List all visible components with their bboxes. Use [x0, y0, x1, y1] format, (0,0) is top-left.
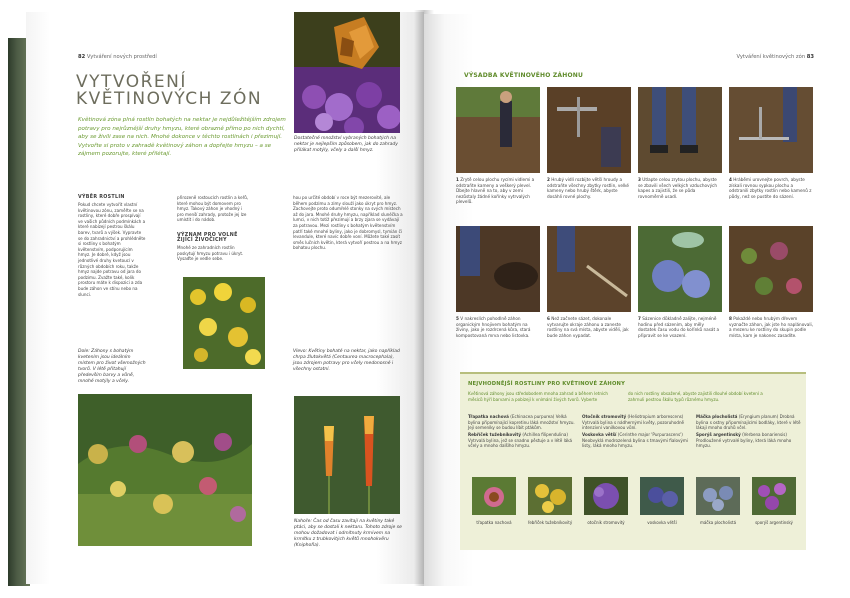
column-2-text: přirozeně rostoucích rostlin a keřů, které mohou být domovem pro hmyz. Takový záhon je vhodný i pro menší zahrady, protože jej lze umístit i do nádob.	[177, 195, 249, 223]
plant-thumbnail-label: máčka plocholistá	[699, 520, 737, 525]
best-plants-intro-b: do nich rostliny obsažené, abyste zajistili dlouhé období kvetení a zahrnuli pestrou škálu typů různému hmyzu.	[628, 391, 763, 402]
step-photo	[638, 87, 722, 173]
step-photo	[547, 226, 631, 312]
text-column-3	[293, 195, 403, 251]
hot-poker-caption: Vlevo: Květiny bohaté na nektar, jako například chrpa žlutokvětá (Centaurea macrocephala), jsou zdrojem potravy pro včely medonosné i všechny ostatní.	[293, 349, 400, 372]
choose-plants-heading: VÝBĚR ROSTLIN	[78, 195, 125, 200]
flower-photo-caption: Dostatečné množství vybraných bohatých na nektar je nejlepším způsobem, jak do zahrady přilákat motýly, včely a další hmyz.	[294, 136, 398, 153]
hot-poker-caption-2: Nahoře: Čas od času zavítají na květiny také ptáci, aby se dostali k nektaru. Tohoto zdroje se mohou dožadovat i odmítnuty krmivem na krmítku z trubkovitých květů mnohokvěru (Kniphofia).	[294, 519, 402, 548]
step-card	[729, 226, 813, 338]
step-text: 5 V nakreslích pohodlně záhon organickým hnojivem bohatým na živiny, jako je rozdrcená kůra, stará kompostovaná mrva nebo listovka.	[456, 316, 531, 338]
photo-flower-border	[78, 394, 252, 546]
plant-entry: Rebříček tužebníkovitý (Achillea filipendulina) Vytrvalá bylina, jež se snadno pěstuje a v létě láká včely a mnoho dalšího hmyzu.	[468, 432, 573, 448]
photo-yellow-flowers	[183, 277, 265, 369]
step-card	[547, 226, 631, 338]
plants-column-2	[582, 414, 690, 450]
left-page	[26, 12, 424, 584]
plant-entry: Sporýš argentinský (Verbena bonariensis) Prodloužené vytrvalé byliny, která láká mnoho hmyzu.	[696, 432, 792, 448]
plant-thumbnail	[528, 477, 572, 515]
plants-column-3	[696, 414, 804, 450]
choose-plants-text: Pokud chcete vytvořit vlastní květinovou zónu, zaměřte se na rostliny, které dobře prospívají ve vašich půdních podmínkách a které nabízejí pestrou škálu barev, tvarů a výšek. Vypravte se do zahradnictví a prohlédněte si rostliny s bohatým květenstvím, podporujícím hmyz. Je dobré, když jsou jednotlivé druhy kvetoucí v různých obdobích roku, takže hmyz najde potravu od jara do podzimu. Zvažte také, kolik prostoru máte k dispozici a zda bude záhon ve stínu nebo na slunci.	[78, 202, 146, 297]
step-card	[638, 226, 722, 338]
step-card	[638, 87, 722, 199]
plant-entry: Máčka plocholistá (Eryngium planum) Drobná bylina s ostny připomínajícími bodláky, které v létě lákají mnoho druhů včel.	[696, 414, 801, 430]
plant-thumbnail-label: sporýš argentinský	[755, 520, 793, 525]
plant-entry: Otočník stromovitý (Heliotropium arborescens) Vytrvalá bylina s nádhernými květy, pozoruhodně intenzivní vanilkovou vůní.	[582, 414, 685, 430]
right-running-head	[736, 54, 814, 60]
title-line-1: VYTVOŘENÍ	[76, 72, 187, 92]
step-photo	[547, 87, 631, 173]
plant-thumbnail	[640, 477, 684, 515]
photo-butterfly-flowers	[294, 12, 400, 133]
right-page-number: 83	[806, 54, 814, 60]
right-running-head-text: Vytváření květinových zón	[736, 54, 806, 60]
step-text: 2 Hrubý vidlí rozbijte větší hroudy a odstraňte všechny zbytky rostlin, velké kameny nebo hrubý štěrk, abyste dosáhli rovné plochy.	[547, 177, 629, 199]
left-running-head-text: Vytváření nových prostředí	[86, 54, 157, 60]
planting-section-title: VÝSADBA KVĚTINOVÉHO ZÁHONU	[464, 72, 584, 79]
plant-thumbnail-label: řebříček tužebníkovitý	[527, 520, 573, 525]
step-photo	[729, 226, 813, 312]
plant-thumbnail-label: otočník stromovitý	[587, 520, 625, 525]
step-text: 3 Utlapte celou zrytou plochu, abyste se zbavili všech velkých vzduchových kapes a zajistili, že se půda rovnoměrně usadí.	[638, 177, 718, 199]
step-text: 6 Než začnete sázet, dokonale vytvarujte okraje záhonu a zaneste rostliny na svá místa, abyste viděli, jak bude záhon vypadat.	[547, 316, 629, 338]
page-title	[76, 74, 286, 108]
text-column-1	[78, 195, 146, 297]
title-line-2: KVĚTINOVÝCH ZÓN	[76, 89, 263, 109]
step-photo	[456, 87, 540, 173]
plant-thumbnail-label: třapatka nachová	[476, 520, 512, 525]
left-running-head	[78, 54, 157, 60]
best-plants-box	[460, 372, 806, 550]
best-plants-title: NEJVHODNĚJŠÍ ROSTLINY PRO KVĚTINOVÉ ZÁHONY	[468, 381, 626, 387]
step-text: 4 Hráběmi urovnejte povrch, abyste získali rovnou sypkou plochu a odstranili zbytky rostlin nebo kamenů z půdy, než se pustíte do sázení.	[729, 177, 812, 199]
plant-thumbnail-label: voskovka větší	[647, 520, 677, 525]
step-card	[456, 226, 540, 338]
step-photo	[456, 226, 540, 312]
step-photo	[638, 226, 722, 312]
plants-column-1	[468, 414, 576, 450]
step-text: 8 Pokaždé nebo hrubým dřevem vyznačte záhon, jak jste ho naplánovali, a mezeru ke rostliny do skupin podle místa, kam je nakonec zasadíte.	[729, 316, 813, 338]
text-column-2	[177, 195, 249, 262]
plant-thumbnail	[584, 477, 628, 515]
column-3-text: hou po určité období v roce být mezerovité, ale během podzimu a zimy slouží jako úkryt pro hmyz. Zachovejte proto odumřelé stonky na svých místech až do jara. Mnohé druhy hmyzu, například slunéčka a lumci, v nich totiž přezimují a brzy zjara se vydávají za potravou. Mezi rostliny s bohatým květenstvím patří také mnohé byliny, jako je dobromysl, tymián či levandule, které navíc dobře voní. Můžete také zasít směs lučních květin, která vytvoří pestrou a na hmyz bohatou plochu.	[293, 195, 403, 251]
right-page	[424, 14, 838, 586]
step-text: 1 Zrytě celou plochu rycími vidlemi a odstraňte kameny a veškerý plevel. Dbejte hlavně na to, aby v zemi nezůstaly žádné kořínky vytrvalých plevelů.	[456, 177, 535, 205]
best-plants-intro-a: Květinová záhony jsou středobodem mnoha zahrad a během letních měsíců hýří barvami a pobízejí k vnímání živých tvorů. Vyberte	[468, 391, 608, 402]
wildlife-heading: VÝZNAM PRO VOLNĚ ŽIJÍCÍ ŽIVOČICHY	[177, 232, 238, 243]
plant-thumbnail	[752, 477, 796, 515]
wildlife-text: Mnohé ze zahradních rostlin poskytují hmyzu potravu i úkryt. Vysaďte je vedle sebe.	[177, 244, 244, 262]
garden-photo-caption: Dole: Záhony s bohatým kvetením jsou ideálním místem pro život všemožných tvorů. V létě přitahují především barvy a vůně, mnohé motýly a včely.	[78, 349, 146, 384]
step-card	[729, 87, 813, 199]
plant-thumbnail	[696, 477, 740, 515]
intro-paragraph: Květinová zóna plná rostlin bohatých na nektar je nejdůležitějším zdrojem potravy pro nejrůznější druhy hmyzu, které obrazně přímo po nich dychtí, aby se živili zase na nich. Mnohé dokonce v těchto rostlinách i přezimují. Vytvořte si proto v zahradě květinový záhon a dopřejte hmyzu – a se zájmem pozorujte, které přilétají.	[78, 117, 286, 158]
step-text: 7 Sázenice důkladně zalijte, nejméně hodinu před sázením, aby měly dostatek času vodu do kořínků nasát a připravit se ke vsazení.	[638, 316, 720, 338]
left-page-number: 82	[78, 54, 86, 60]
photo-red-hot-poker	[294, 396, 400, 514]
plant-entry: Třapatka nachová (Echinacea purpurea) Velká bylina připomínající kopretinu láká množství hmyzu. Její semeníky se budou líbit ptákům.	[468, 414, 575, 430]
step-card	[456, 87, 540, 205]
step-photo	[729, 87, 813, 173]
step-card	[547, 87, 631, 199]
plant-thumbnail	[472, 477, 516, 515]
plant-entry: Voskovka větší (Cerinthe major 'Purpurascens') Neobvyklá modrozelená bylina s tmavými fialovými listy, láká mnoho hmyzu.	[582, 432, 688, 448]
